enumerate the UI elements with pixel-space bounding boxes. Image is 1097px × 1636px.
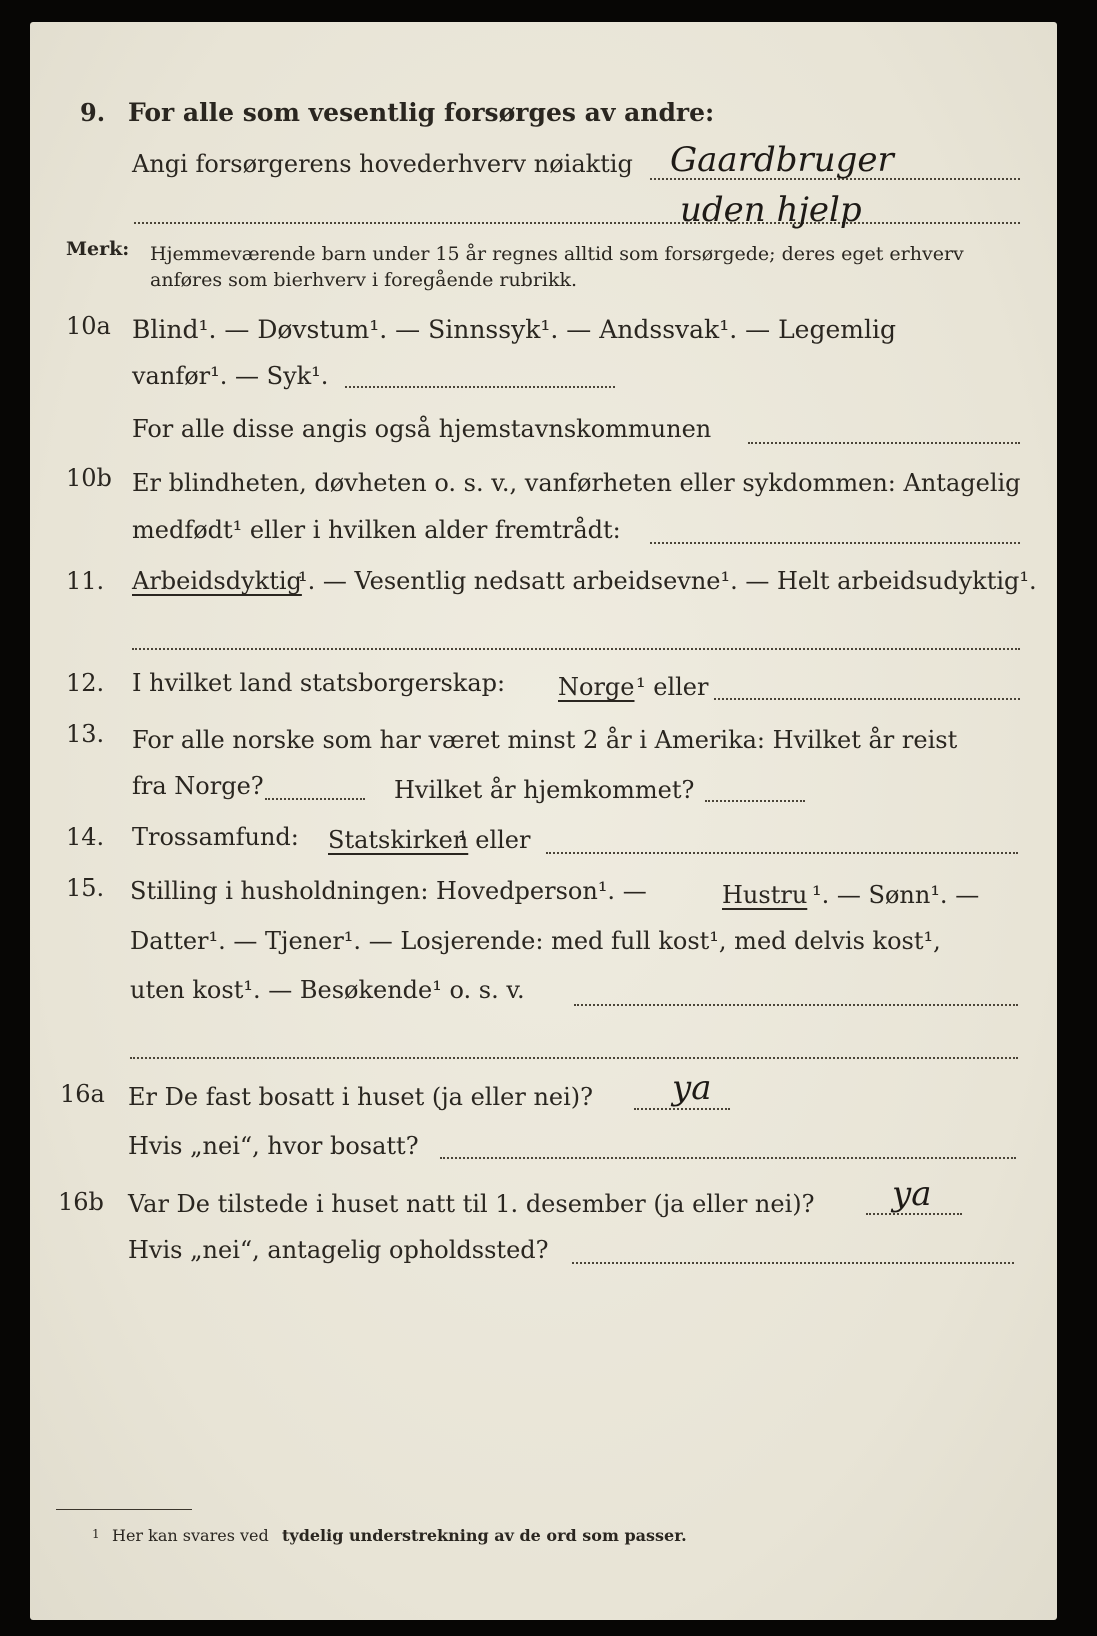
q15-option-hustru: Hustru [722, 881, 808, 909]
q11-option-arbeidsdyktig: Arbeidsdyktig [132, 567, 302, 595]
q13-number: 13. [66, 720, 105, 748]
footnote-marker: 1 [92, 1527, 100, 1541]
q12-option-norge: Norge [558, 673, 635, 701]
q12-answer-line [714, 698, 1020, 700]
q10a-answer-line [345, 386, 615, 388]
q12-suffix: ¹ eller [636, 673, 709, 701]
footnote-rule [56, 1509, 192, 1510]
q10b-number: 10b [66, 464, 112, 492]
q15-answer-line-1 [574, 1004, 1018, 1006]
q16b-handwritten-answer: ya [892, 1174, 932, 1214]
q16a-answer-line [634, 1108, 730, 1110]
q14-answer-line [546, 852, 1018, 854]
q10a-number: 10a [66, 312, 111, 340]
q14-number: 14. [66, 823, 105, 851]
q11-number: 11. [66, 567, 105, 595]
q16b-followup-line [572, 1262, 1014, 1264]
q9-prompt: Angi forsørgerens hovederhverv nøiaktig [132, 150, 633, 178]
q15-number: 15. [66, 874, 105, 902]
merk-text-line-1: Hjemmeværende barn under 15 år regnes alltid som forsørgede; deres eget erhverv [150, 243, 964, 265]
q16a-question: Er De fast bosatt i huset (ja eller nei)? [128, 1083, 594, 1111]
q13-question-emigrated: fra Norge? [132, 772, 264, 800]
q13-emigrated-line [265, 798, 365, 800]
merk-text-line-2: anføres som bierhverv i foregående rubrikk. [150, 269, 578, 291]
q15-answer-line-2 [130, 1057, 1018, 1059]
q16b-number: 16b [58, 1188, 104, 1216]
q10a-options-line-1: Blind¹. — Døvstum¹. — Sinnssyk¹. — Andssvak¹. — Legemlig [132, 315, 896, 344]
q15-line-3: uten kost¹. — Besøkende¹ o. s. v. [130, 976, 525, 1004]
q10a-options-line-2: vanfør¹. — Syk¹. [132, 362, 329, 390]
q10b-question-line-2: medfødt¹ eller i hvilken alder fremtrådt: [132, 516, 621, 544]
footnote-text-plain: Her kan svares ved [112, 1526, 269, 1545]
q16a-followup-line [440, 1157, 1016, 1159]
q12-question: I hvilket land statsborgerskap: [132, 669, 506, 697]
q16a-followup: Hvis „nei“, hvor bosatt? [128, 1132, 419, 1160]
q14-question: Trossamfund: [132, 823, 299, 851]
q9-handwritten-answer-2: uden hjelp [680, 190, 862, 230]
q9-title: For alle som vesentlig forsørges av andre: [128, 98, 715, 127]
q13-returned-line [705, 800, 805, 802]
q15-line-1-end: ¹. — Sønn¹. — [812, 881, 980, 909]
q14-option-statskirken: Statskirken [328, 826, 469, 854]
q11-remaining-options: ¹. — Vesentlig nedsatt arbeidsevne¹. — Helt arbeidsudyktig¹. [298, 567, 1037, 595]
q16b-followup: Hvis „nei“, antagelig opholdssted? [128, 1236, 549, 1264]
q13-question-line-1: For alle norske som har været minst 2 år i Amerika: Hvilket år reist [132, 726, 958, 754]
q14-suffix: ¹ eller [458, 826, 531, 854]
q9-number: 9. [80, 98, 106, 127]
q10a-hometown-line [748, 442, 1020, 444]
q9-handwritten-answer-1: Gaardbruger [670, 140, 894, 180]
q15-line-1-start: Stilling i husholdningen: Hovedperson¹. — [130, 877, 647, 905]
q16a-number: 16a [60, 1080, 105, 1108]
q15-line-2: Datter¹. — Tjener¹. — Losjerende: med full kost¹, med delvis kost¹, [130, 927, 941, 955]
q10a-hometown-prompt: For alle disse angis også hjemstavnskommunen [132, 415, 712, 443]
q16b-question: Var De tilstede i huset natt til 1. desember (ja eller nei)? [128, 1190, 815, 1218]
q9-answer-line-2 [134, 222, 1020, 224]
q12-number: 12. [66, 669, 105, 697]
merk-label: Merk: [66, 238, 130, 260]
footnote-text-bold: tydelig understrekning av de ord som passer. [282, 1526, 687, 1545]
q10b-answer-line [650, 542, 1020, 544]
q16a-handwritten-answer: ya [672, 1068, 712, 1108]
q13-question-returned: Hvilket år hjemkommet? [394, 776, 695, 804]
q10b-question-line-1: Er blindheten, døvheten o. s. v., vanførheten eller sykdommen: Antagelig [132, 469, 1021, 497]
q11-answer-line [132, 648, 1020, 650]
